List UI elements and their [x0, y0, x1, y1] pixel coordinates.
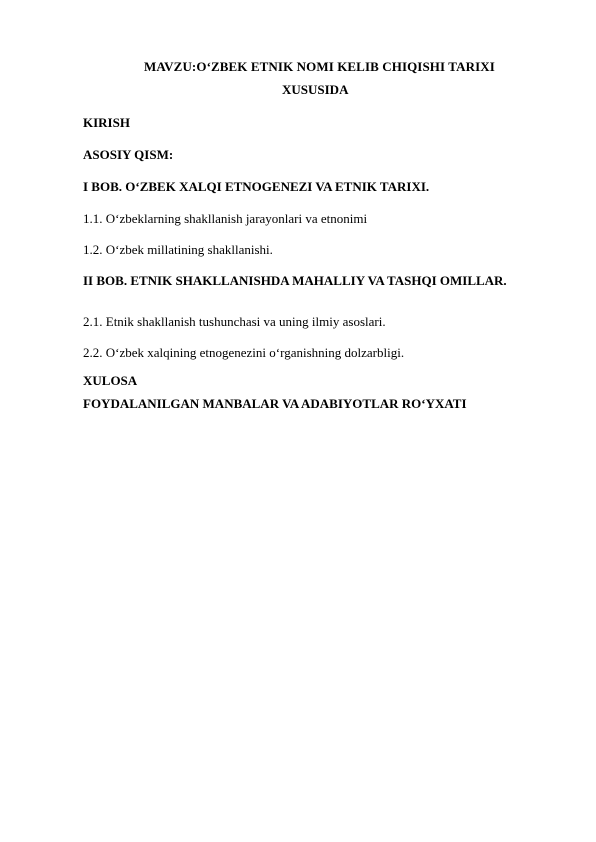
toc-item-section-2-1: 2.1. Etnik shakllanish tushunchasi va uning ilmiy asoslari.: [83, 314, 386, 329]
document-title-line-1: MAVZU:O‘ZBEK ETNIK NOMI KELIB CHIQISHI TARIXI: [144, 59, 495, 74]
toc-item-introduction: KIRISH: [83, 115, 130, 130]
toc-item-conclusion: XULOSA: [83, 373, 138, 388]
toc-item-section-1-2: 1.2. O‘zbek millatining shakllanishi.: [83, 242, 273, 257]
toc-item-section-2-2: 2.2. O‘zbek xalqining etnogenezini o‘rganishning dolzarbligi.: [83, 345, 405, 360]
toc-item-chapter-2: II BOB. ETNIK SHAKLLANISHDA MAHALLIY VA TASHQI OMILLAR.: [83, 273, 507, 288]
document-title-line-2: XUSUSIDA: [282, 82, 349, 97]
toc-item-chapter-1: I BOB. O‘ZBEK XALQI ETNOGENEZI VA ETNIK TARIXI.: [83, 179, 430, 194]
toc-item-references: FOYDALANILGAN MANBALAR VA ADABIYOTLAR RO‘YXATI: [83, 396, 467, 411]
toc-item-main-part: ASOSIY QISM:: [83, 147, 174, 162]
toc-item-section-1-1: 1.1. O‘zbeklarning shakllanish jarayonlari va etnonimi: [83, 211, 368, 226]
